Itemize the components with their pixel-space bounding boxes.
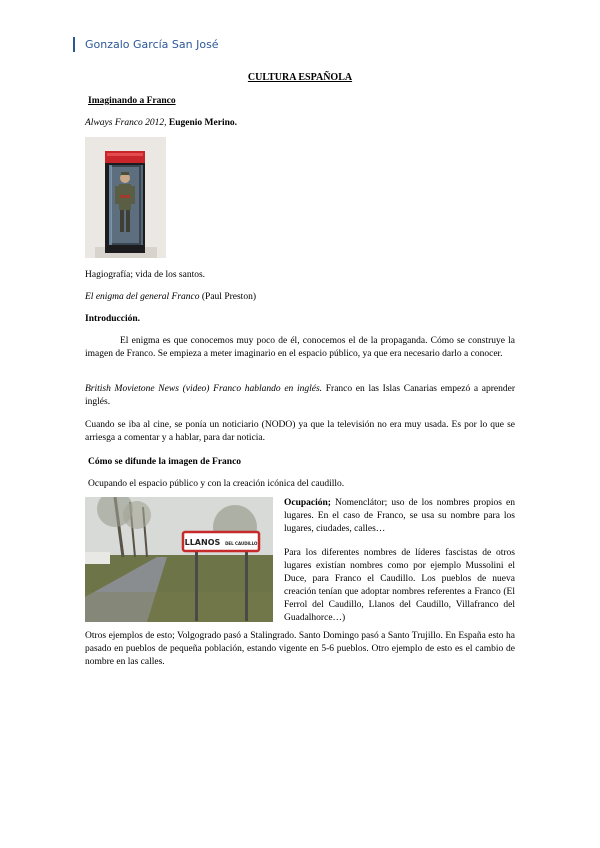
section-heading-imaginando <box>85 95 515 108</box>
book-author: (Paul Preston) <box>201 292 256 302</box>
header-accent-bar <box>73 37 75 52</box>
section-heading-text: Imaginando a Franco <box>88 96 176 106</box>
artwork-title: Always Franco 2012, <box>85 118 167 128</box>
video-reference: British Movietone News (video) Franco hablando en inglés. <box>85 384 323 394</box>
names-paragraph: Para los diferentes nombres de líderes fascistas de otros lugares existían nombres como por ejemplo Mussolini el Duce, para Franco el Caudillo. Los pueblos de nueva creación tenían que adoptar nombres referentes a Franco (El Ferrol del Caudillo, Llanos del Caudillo, Villafranco del Guadalhorce…) <box>284 548 515 623</box>
intro-paragraph-3: Cuando se iba al cine, se ponía un noticiario (NODO) ya que la televisión no era muy usada. Es por lo que se arriesga a comentar y a hablar, para dar noticia. <box>85 420 515 443</box>
llanos-del-caudillo-photo <box>85 497 273 622</box>
book-title: El enigma del general Franco <box>85 292 200 302</box>
header-author: Gonzalo García San José <box>85 38 219 51</box>
occupation-text: Nomenclátor; uso de los nombres propios en lugares. En el caso de Franco, se usa su nombre para los lugares, ciudades, calles… <box>284 498 516 534</box>
vending-machine-figure-image <box>85 137 166 258</box>
sign-line-1: LLANOS <box>184 538 221 547</box>
always-franco-photo <box>85 137 166 258</box>
occupation-paragraph <box>284 497 515 536</box>
document-title: CULTURA ESPAÑOLA <box>247 72 353 83</box>
sign-line-2: DEL CAUDILLO <box>225 541 258 546</box>
intro-paragraph-2-text: Franco en las Islas Canarias empezó a aprender inglés. <box>85 384 515 407</box>
hagiografia-text: Hagiografía; vida de los santos. <box>85 270 206 280</box>
intro-paragraph-2 <box>85 383 515 409</box>
intro-paragraph-1: El enigma es que conocemos muy poco de él, conocemos el de la propaganda. Cómo se construye la imagen de Franco. Se empieza a meter imaginario en el espacio público, ya que era necesario darlo a conocer. <box>85 336 515 359</box>
artwork-author: Eugenio Merino. <box>168 118 238 128</box>
book-reference <box>85 291 515 304</box>
examples-paragraph: Otros ejemplos de esto; Volgogrado pasó a Stalingrado. Santo Domingo pasó a Santo Trujillo. En España esto ha pasado en pueblos de pequeña población, estando vigente en 5-6 pueblos. Otro ejemplo de esto es el cambio de nombre en las calles. <box>85 631 515 667</box>
occupation-label: Ocupación; <box>284 498 331 508</box>
town-sign-image <box>85 497 273 622</box>
section2-heading: Cómo se difunde la imagen de Franco <box>88 457 242 467</box>
artwork-caption <box>85 117 515 130</box>
intro-heading: Introducción. <box>85 314 140 324</box>
section2-subtitle: Ocupando el espacio público y con la creación icónica del caudillo. <box>88 479 345 489</box>
